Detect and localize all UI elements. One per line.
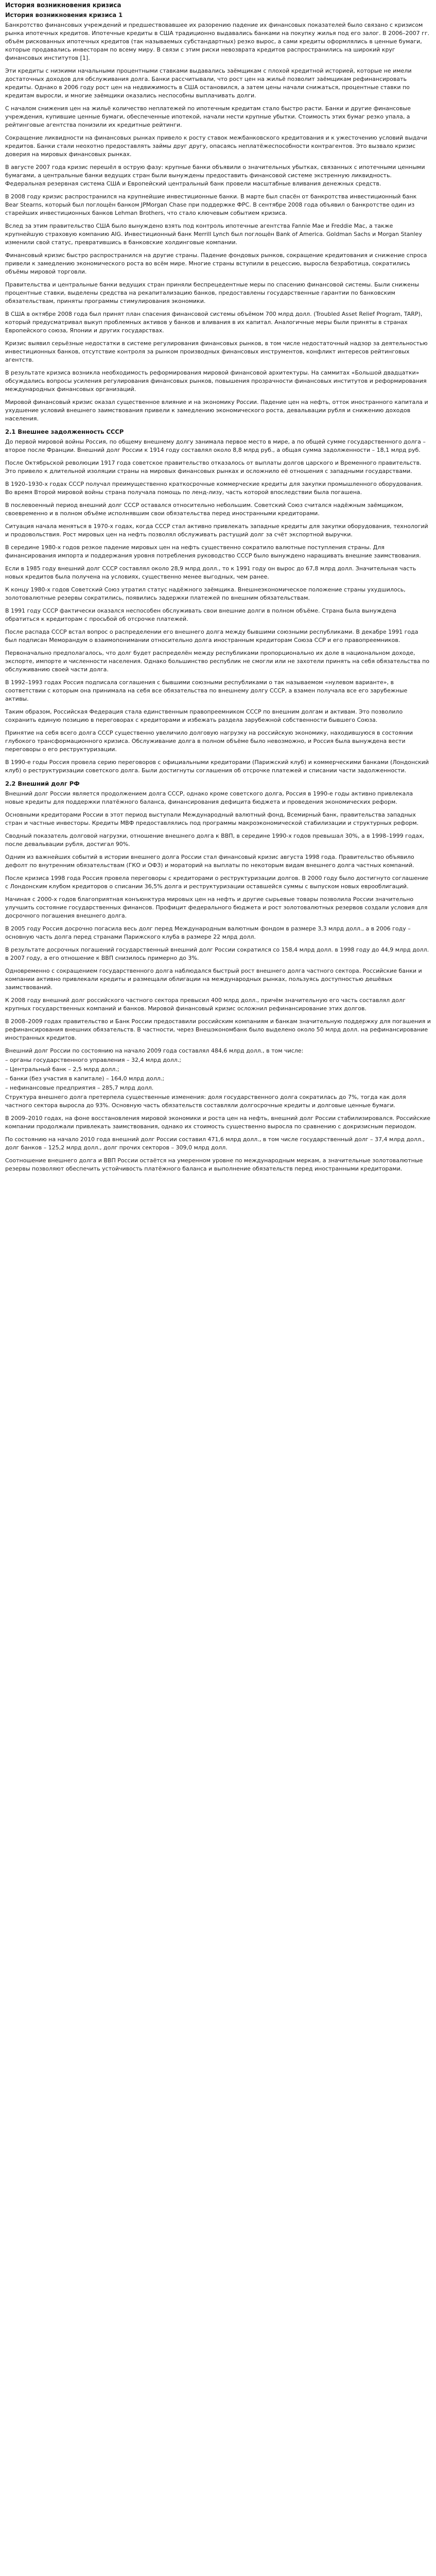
section-heading: История возникновения кризиса 1 <box>5 11 123 19</box>
paragraph: Ситуация начала меняться в 1970-х годах, когда СССР стал активно привлекать западные кредиты для закупки оборудования, технологий и продовольствия. Рост мировых цен на нефть позволял обслуживать растущий долг за счёт экспортной выручки. <box>5 523 428 538</box>
paragraph: В 2009–2010 годах, на фоне восстановления мировой экономики и роста цен на нефть, внешний долг России стабилизировался. Российские компании продолжали привлекать заимствования, однако их стоимость существенно выросла по сравнению с докризисным периодом. <box>5 1115 430 1130</box>
paragraph: – банки (без участия в капитале) – 164,0 млрд долл.; <box>5 1075 165 1082</box>
paragraph: Сводный показатель долговой нагрузки, отношение внешнего долга к ВВП, в середине 1990-х годов превышал 30%, а в 1998–1999 годах, после девальвации рубля, достигал 90%. <box>5 833 425 848</box>
paragraph: В 1992–1993 годах Россия подписала соглашения с бывшими союзными республиками о так называемом «нулевом варианте», в соответствии с которым она принимала на себя все обязательства по внешнему долгу СССР, а взамен получала все его зарубежные активы. <box>5 679 408 702</box>
paragraph: В США в октябре 2008 года был принят план спасения финансовой системы объёмом 700 млрд долл. (Troubled Asset Relief Program, TARP), который предусматривал выкуп проблемных активов у банков и вливания в их капитал. Аналогичные меры были приняты в странах Европейского союза, Японии и других государствах. <box>5 311 423 334</box>
paragraph: По состоянию на начало 2010 года внешний долг России составил 471,6 млрд долл., в том числе государственный долг – 37,4 млрд долл., долг банков – 125,2 млрд долл., долг прочих секторов – 309,0 млрд долл. <box>5 1136 425 1151</box>
paragraph: После кризиса 1998 года Россия провела переговоры с кредиторами о реструктуризации долгов. В 2000 году было достигнуто соглашение с Лондонским клубом кредиторов о списании 36,5% долга и реструктуризации оставшейся суммы с выпуском новых еврооблигаций. <box>5 875 429 890</box>
paragraph: Принятие на себя всего долга СССР существенно увеличило долговую нагрузку на российскую экономику, находившуюся в состоянии глубокого трансформационного кризиса. Обслуживание долга в полном объёме было невозможно, и Россия была вынуждена вести переговоры о его реструктуризации. <box>5 730 413 753</box>
paragraph: Основными кредиторами России в этот период выступали Международный валютный фонд, Всемирный банк, правительства западных стран и частные инвесторы. Кредиты МВФ предоставлялись под программы макроэкономической стабилизации и структурных реформ. <box>5 811 419 826</box>
paragraph: В 1990-е годы Россия провела серию переговоров с официальными кредиторами (Парижский клуб) и коммерческими банками (Лондонский клуб) о реструктуризации советского долга. Были достигнуты соглашения об отсрочке платежей и списании части задолженности. <box>5 759 429 774</box>
paragraph: – Центральный банк – 2,5 млрд долл.; <box>5 1066 119 1073</box>
document-section <box>5 779 431 1173</box>
paragraph: Мировой финансовый кризис оказал существенное влияние и на экономику России. Падение цен на нефть, отток иностранного капитала и ухудшение условий внешнего заимствования привели к замедлению экономического роста, девальвации рубля и снижению доходов населения. <box>5 399 428 422</box>
paragraph: Одновременно с сокращением государственного долга наблюдался быстрый рост внешнего долга частного сектора. Российские банки и компании активно привлекали кредиты и размещали облигации на международных рынках, пользуясь доступностью дешёвых заимствований. <box>5 968 422 991</box>
paragraph: – нефинансовые предприятия – 285,7 млрд долл. <box>5 1084 154 1091</box>
paragraph: К концу 1980-х годов Советский Союз утратил статус надёжного заёмщика. Внешнеэкономическое положение страны ухудшилось, золотовалютные резервы сократились, появились задержки платежей по внешним обязательствам. <box>5 586 406 601</box>
paragraph: Внешний долг России является продолжением долга СССР, однако кроме советского долга, Россия в 1990-е годы активно привлекала новые кредиты для поддержки платёжного баланса, финансирования дефицита бюджета и проведения экономических реформ. <box>5 790 413 805</box>
paragraph: Одним из важнейших событий в истории внешнего долга России стал финансовый кризис августа 1998 года. Правительство объявило дефолт по внутренним обязательствам (ГКО и ОФЗ) и мораторий на выплаты по некоторым видам внешнего долга частных компаний. <box>5 854 414 869</box>
paragraph: В 2005 году Россия досрочно погасила весь долг перед Международным валютным фондом в размере 3,3 млрд долл., а в 2006 году – основную часть долга перед странами Парижского клуба в размере 22 млрд долл. <box>5 925 411 940</box>
paragraph: Кризис выявил серьёзные недостатки в системе регулирования финансовых рынков, в том числе недостаточный надзор за деятельностью инвестиционных банков, отсутствие контроля за рынком производных финансовых инструментов, конфликт интересов рейтинговых агентств. <box>5 340 428 363</box>
paragraph: В результате досрочных погашений государственный внешний долг России сократился со 158,4 млрд долл. в 1998 году до 44,9 млрд долл. в 2007 году, а его отношение к ВВП снизилось примерно до 3%. <box>5 946 429 961</box>
paragraph: Таким образом, Российская Федерация стала единственным правопреемником СССР по внешним долгам и активам. Это позволило сохранить единую позицию в переговорах с кредиторами и избежать раздела зарубежной собственности бывшего Союза. <box>5 708 403 723</box>
paragraph: В 2008–2009 годах правительство и Банк России предоставили российским компаниям и банкам значительную поддержку для погашения и рефинансирования внешних обязательств. В частности, через Внешэкономбанк было выделено около 50 млрд долл. на рефинансирование иностранных кредитов. <box>5 1018 431 1041</box>
section-heading: 2.1 Внешнее задолженность СССР <box>5 428 124 435</box>
paragraph: После распада СССР встал вопрос о распределении его внешнего долга между бывшими союзными республиками. В декабре 1991 года был подписан Меморандум о взаимопонимании относительно долга иностранным кредиторам Союза ССР и его правопреемников. <box>5 629 418 643</box>
paragraph: В середине 1980-х годов резкое падение мировых цен на нефть существенно сократило валютные поступления страны. Для финансирования импорта и поддержания уровня потребления руководство СССР было вынуждено наращивать внешние заимствования. <box>5 544 421 559</box>
paragraph: В 1991 году СССР фактически оказался неспособен обслуживать свои внешние долги в полном объёме. Страна была вынуждена обратиться к кредиторам с просьбой об отсрочке платежей. <box>5 607 397 622</box>
paragraph: Сокращение ликвидности на финансовых рынках привело к росту ставок межбанковского кредитования и к ужесточению условий выдачи кредитов. Банки стали неохотно предоставлять займы друг другу, опасаясь неплатёжеспособности контрагентов. Это вызвало кризис доверия на мировых финансовых рынках. <box>5 134 427 158</box>
paragraph: К 2008 году внешний долг российского частного сектора превысил 400 млрд долл., причём значительную его часть составлял долг крупных государственных компаний и банков. Мировой финансовый кризис осложнил рефинансирование этих долгов. <box>5 997 406 1012</box>
paragraph: В результате кризиса возникла необходимость реформирования мировой финансовой архитектуры. На саммитах «Большой двадцатки» обсуждались вопросы усиления регулирования финансовых рынков, повышения прозрачности финансовых институтов и реформирования международных финансовых организаций. <box>5 369 427 393</box>
paragraph: – органы государственного управления – 32,4 млрд долл.; <box>5 1057 181 1063</box>
document-section <box>5 428 431 775</box>
paragraph: Вслед за этим правительство США было вынуждено взять под контроль ипотечные агентства Fannie Mae и Freddie Mac, а также крупнейшую страховую компанию AIG. Инвестиционный банк Merrill Lynch был поглощён Bank of America. Goldman Sachs и Morgan Stanley изменили свой статус, превратившись в банковские холдинговые компании. <box>5 223 422 246</box>
paragraph: Структура внешнего долга претерпела существенные изменения: доля государственного долга сократилась до 7%, тогда как доля частного сектора выросла до 93%. Основную часть обязательств составляли долгосрочные кредиты и долговые ценные бумаги. <box>5 1094 406 1109</box>
section-heading: 2.2 Внешний долг РФ <box>5 780 80 787</box>
paragraph: Соотношение внешнего долга и ВВП России остаётся на умеренном уровне по международным меркам, а значительные золотовалютные резервы позволяют обеспечить устойчивость платёжного баланса и выполнение обязательств перед иностранными кредиторами. <box>5 1157 423 1172</box>
paragraph: В 1920–1930-х годах СССР получал преимущественно краткосрочные коммерческие кредиты для закупки промышленного оборудования. Во время Второй мировой войны страна получала помощь по ленд-лизу, часть которой впоследствии была погашена. <box>5 481 423 496</box>
paragraph: Начиная с 2000-х годов благоприятная конъюнктура мировых цен на нефть и другие сырьевые товары позволила России значительно улучшить состояние государственных финансов. Профицит федерального бюджета и рост золотовалютных резервов создали условия для досрочного погашения внешнего долга. <box>5 896 428 919</box>
paragraph: В 2008 году кризис распространился на крупнейшие инвестиционные банки. В марте был спасён от банкротства инвестиционный банк Bear Stearns, который был поглощён банком JPMorgan Chase при поддержке ФРС. В сентябре 2008 года объявил о банкротстве один из старейших инвестиционных банков Lehman Brothers, что стало ключевым событием кризиса. <box>5 193 417 216</box>
paragraph: В послевоенный период внешний долг СССР оставался относительно небольшим. Советский Союз считался надёжным заёмщиком, своевременно и в полном объёме исполнявшим свои обязательства перед иностранными кредиторами. <box>5 502 404 517</box>
paragraph: До первой мировой войны Россия, по общему внешнему долгу занимала первое место в мире, а по общей сумме государственного долга – второе после Франции. Внешний долг России к 1914 году составлял около 8,8 млрд руб., а общая сумма задолженности – 18,1 млрд руб. <box>5 438 426 453</box>
paragraph: В августе 2007 года кризис перешёл в острую фазу: крупные банки объявили о значительных убытках, связанных с ипотечными ценными бумагами, а центральные банки ведущих стран были вынуждены предоставить финансовой системе экстренную ликвидность. Федеральная резервная система США и Европейский центральный банк провели масштабные вливания денежных средств. <box>5 164 425 187</box>
paragraph: Правительства и центральные банки ведущих стран приняли беспрецедентные меры по спасению финансовой системы. Были снижены процентные ставки, выделены средства на рекапитализацию банков, предоставлены государственные гарантии по банковским обязательствам, приняты программы стимулирования экономики. <box>5 281 419 304</box>
document-section <box>5 11 431 423</box>
paragraph: После Октябрьской революции 1917 года советское правительство отказалось от выплаты долгов царского и Временного правительств. Это привело к длительной изоляции страны на мировых финансовых рынках и осложнило её отношения с западными государствами. <box>5 460 422 474</box>
paragraph: Если в 1985 году внешний долг СССР составлял около 28,9 млрд долл., то к 1991 году он вырос до 67,8 млрд долл. Значительная часть новых кредитов была получена на условиях, существенно менее выгодных, чем ранее. <box>5 565 416 580</box>
page-title: История возникновения кризиса <box>5 2 121 9</box>
paragraph: Первоначально предполагалось, что долг будет распределён между республиками пропорционально их доле в национальном доходе, экспорте, импорте и численности населения. Однако большинство республик не смогли или не захотели принять на себя обязательства по обслуживанию своей части долга. <box>5 650 430 673</box>
paragraph: Банкротство финансовых учреждений и предшествовавшее их разорению падение их финансовых показателей было связано с кризисом рынка ипотечных кредитов. Ипотечные кредиты в США традиционно выдавались банками на покупку жилья под его залог. В 2006–2007 гг. объём рискованных ипотечных кредитов (так называемых субстандартных) резко вырос, а сами кредиты оформлялись в ценные бумаги, которые продавались инвесторам по всему миру. В связи с этим риски невозврата кредитов распространились на широкий круг финансовых институтов [1]. <box>5 22 430 61</box>
paragraph: С началом снижения цен на жильё количество неплатежей по ипотечным кредитам стало быстро расти. Банки и другие финансовые учреждения, купившие ценные бумаги, обеспеченные ипотекой, начали нести крупные убытки. Стоимость этих бумаг резко упала, а рейтинговые агентства понизили их кредитные рейтинги. <box>5 105 411 128</box>
paragraph: Финансовый кризис быстро распространился на другие страны. Падение фондовых рынков, сокращение кредитования и снижение спроса привели к замедлению экономического роста во всём мире. Многие страны вступили в рецессию, выросла безработица, сократились объёмы мировой торговли. <box>5 252 427 275</box>
paragraph: Эти кредиты с низкими начальными процентными ставками выдавались заёмщикам с плохой кредитной историей, которые не имели достаточных доходов для обслуживания долга. Банки рассчитывали, что рост цен на жильё позволит заёмщикам рефинансировать кредиты. Однако в 2006 году рост цен на недвижимость в США остановился, а затем цены начали снижаться, процентные ставки по кредитам выросли, и многие заёмщики оказались неспособны выплачивать долги. <box>5 67 412 99</box>
paragraph: Внешний долг России по состоянию на начало 2009 года составлял 484,6 млрд долл., в том числе: <box>5 1047 304 1054</box>
document-page <box>0 0 436 1183</box>
document-body <box>5 11 431 1173</box>
